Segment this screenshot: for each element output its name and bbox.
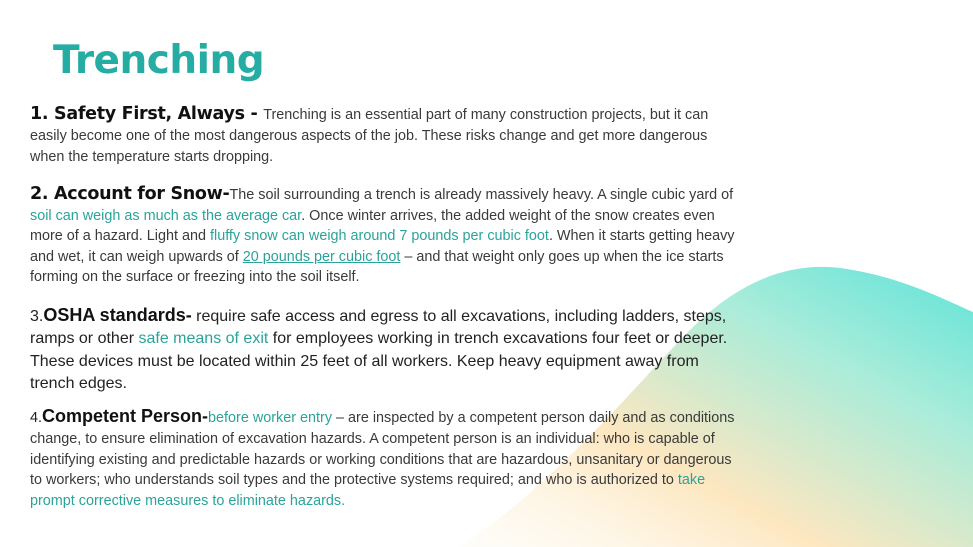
paragraph-heading: Competent Person- [42, 406, 209, 426]
paragraph-number: 3. [30, 308, 44, 325]
paragraph-text: require safe access and egress to all excavations, including ladders, steps, ramps or other [30, 308, 727, 348]
link-20-pounds[interactable]: 20 pounds per cubic foot [242, 248, 401, 265]
paragraph-text: . When it starts getting heavy and wet, it can weigh upwards of [30, 228, 735, 265]
paragraph-text: . Once winter arrives, the added weight of the snow creates even more of a hazard. Light and [30, 207, 715, 245]
paragraph-safety-first [30, 104, 742, 168]
paragraph-text: – are inspected by a competent person daily and as conditions change, to ensure elimination of excavation hazards. A competent person is an individual: who is capable of identifying existing and predictable hazards or working conditions that are hazardous, unsanitary or dangerous to workers; who understands soil types and the protective systems required; and who is authorized to [30, 410, 735, 489]
paragraph-text: Trenching is an essential part of many construction projects, but it can easily become one of the most dangerous aspects of the job. These risks change and get more dangerous when the temperature starts dropping. [30, 107, 709, 165]
paragraph-text: – and that weight only goes up when the ice starts forming on the surface or freezing into the soil itself. [30, 248, 724, 286]
paragraph-heading: 1. Safety First, Always - [30, 104, 264, 124]
paragraph-heading: 2. Account for Snow- [30, 184, 230, 204]
paragraph-heading: OSHA standards- [43, 305, 192, 325]
highlight-corrective-measures: take prompt corrective measures to eliminate hazards. [30, 472, 706, 510]
highlight-soil-weight: soil can weigh as much as the average car [30, 207, 302, 224]
paragraph-text: for employees working in trench excavations four feet or deeper. These devices must be located within 25 feet of all workers. Keep heavy equipment away from trench edges. [30, 330, 728, 393]
highlight-safe-exit: safe means of exit [138, 330, 269, 348]
paragraph-account-for-snow [30, 184, 742, 288]
page-title: Trenching [53, 38, 265, 83]
paragraph-text: The soil surrounding a trench is already massively heavy. A single cubic yard of [229, 187, 734, 203]
paragraph-osha-standards [30, 304, 742, 396]
highlight-snow-weight: fluffy snow can weigh around 7 pounds per cubic foot [210, 228, 549, 245]
highlight-before-entry: before worker entry [208, 410, 333, 426]
paragraph-number: 4. [30, 410, 43, 426]
paragraph-competent-person [30, 406, 742, 512]
